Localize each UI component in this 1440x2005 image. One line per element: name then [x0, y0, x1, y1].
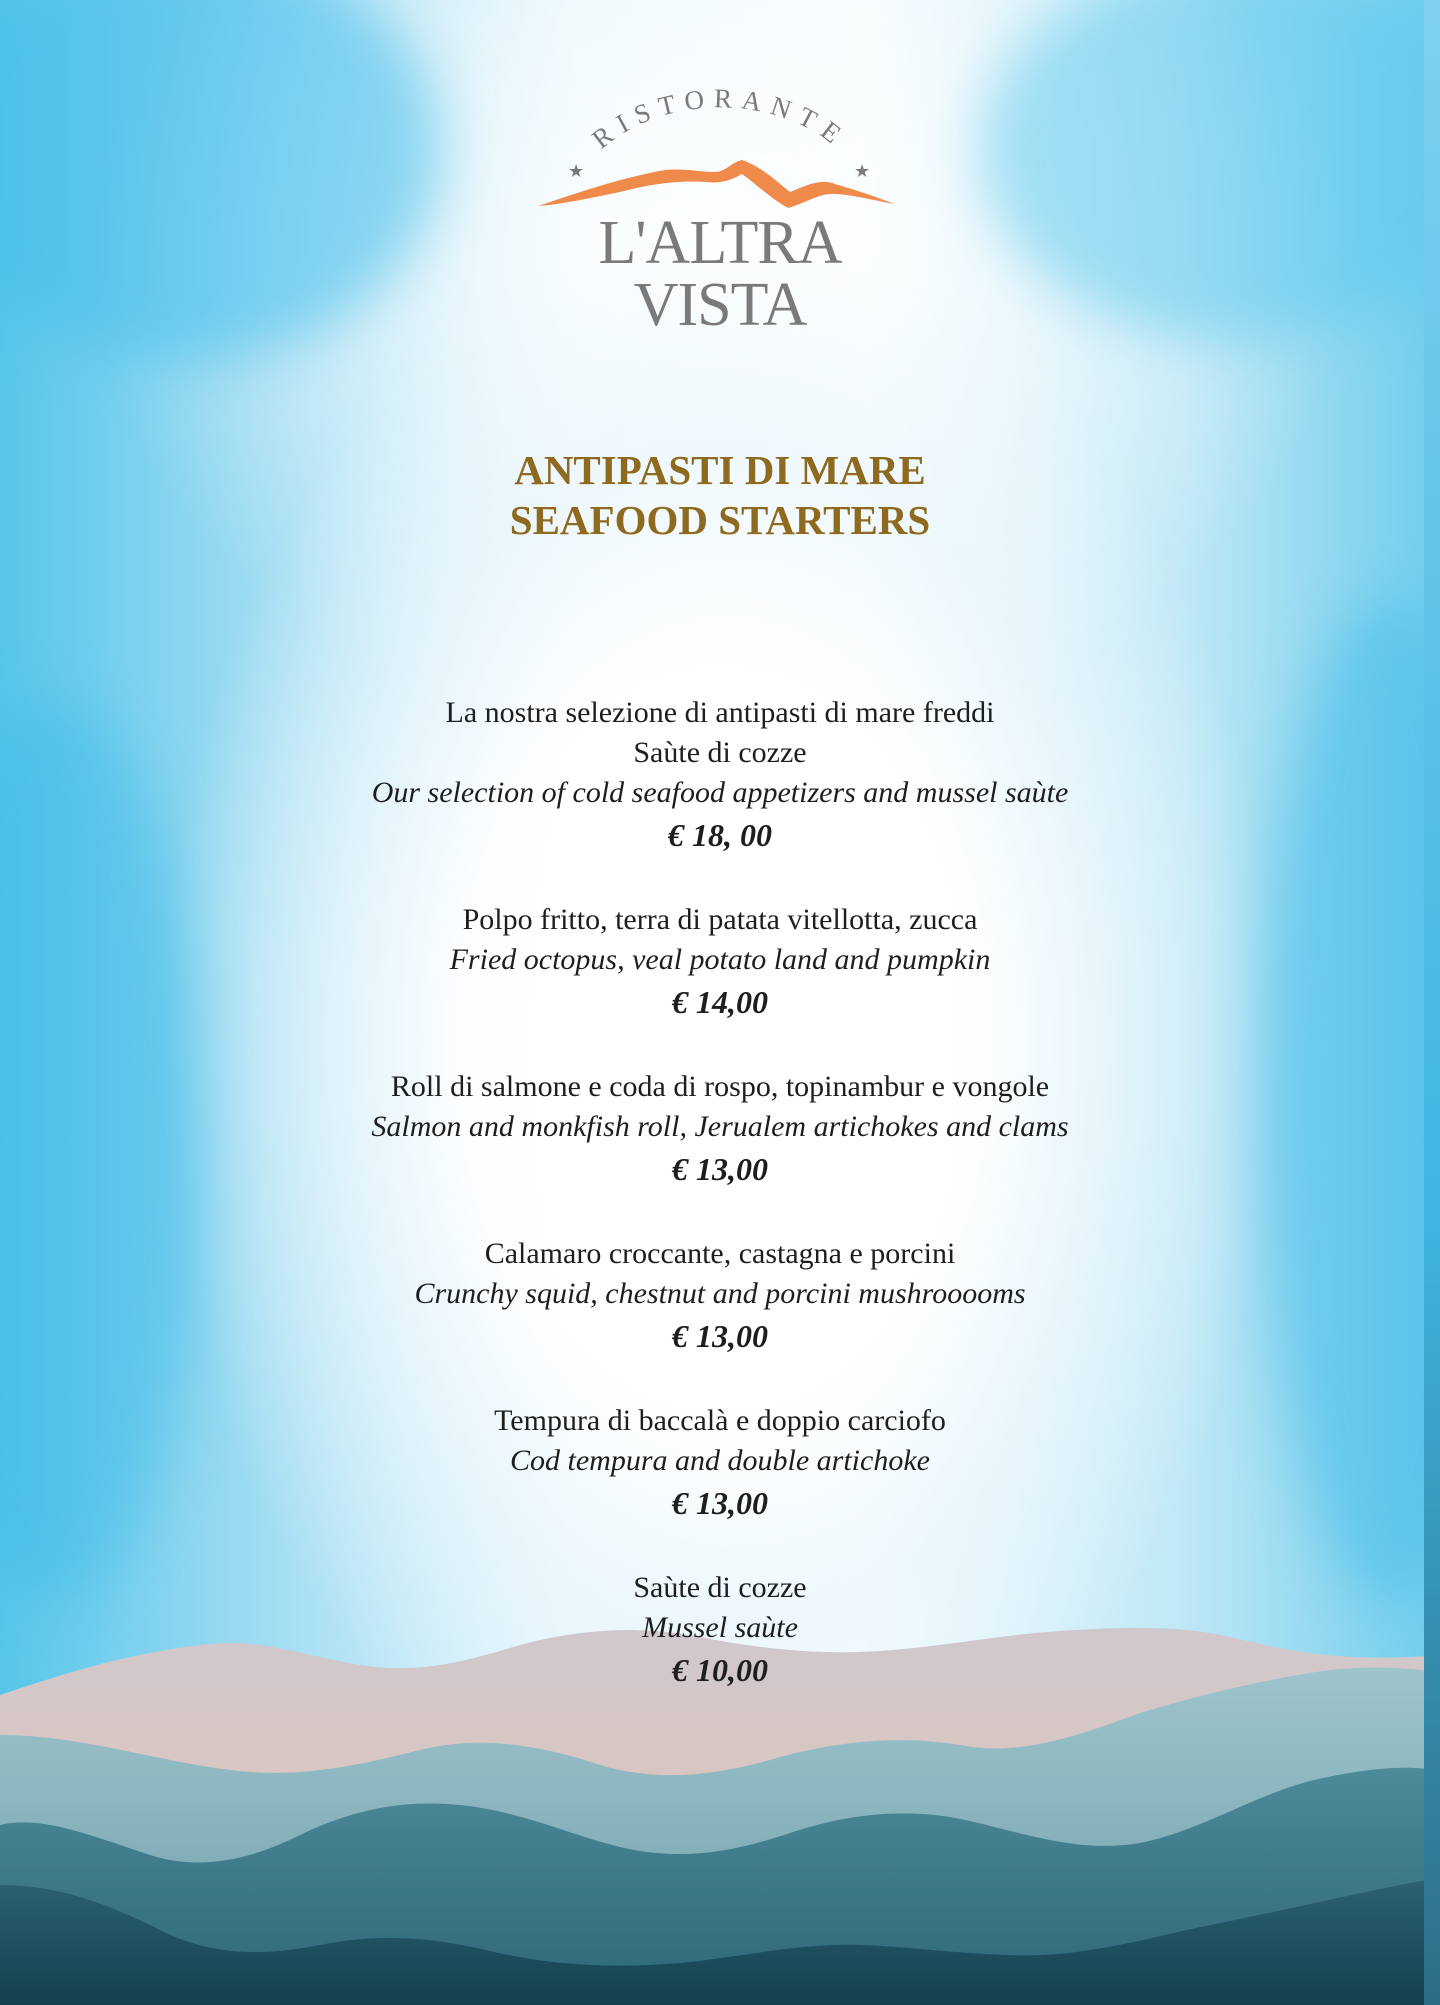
- menu-item: [270, 693, 1170, 857]
- star-icon: ★: [854, 161, 871, 182]
- dish-name: La nostra selezione di antipasti di mare freddi: [445, 696, 995, 729]
- dish-description-english: Crunchy squid, chestnut and porcini mushrooooms: [414, 1277, 1026, 1310]
- page-edge: [1424, 0, 1440, 2005]
- menu-list: [270, 693, 1170, 1735]
- menu-item: [270, 1234, 1170, 1358]
- dish-price: € 13,00: [672, 1485, 768, 1521]
- dish-description-english: Cod tempura and double artichoke: [510, 1444, 930, 1477]
- dish-price: € 14,00: [672, 984, 768, 1020]
- dish-description-english: Salmon and monkfish roll, Jerualem artichokes and clams: [371, 1110, 1069, 1143]
- mountain-logo-icon: [538, 160, 894, 208]
- dish-description-english: Mussel saùte: [642, 1611, 798, 1644]
- menu-item: [270, 1067, 1170, 1191]
- dish-name: Polpo fritto, terra di patata vitellotta, zucca: [462, 903, 978, 936]
- dish-description-english: Our selection of cold seafood appetizers and mussel saùte: [371, 776, 1069, 809]
- star-icon: ★: [568, 161, 585, 182]
- dish-price: € 18, 00: [668, 817, 772, 853]
- logo-emblem: [520, 80, 920, 210]
- section-title-italian: ANTIPASTI DI MARE: [514, 447, 926, 493]
- restaurant-logo: [520, 80, 920, 339]
- dish-price: € 13,00: [672, 1318, 768, 1354]
- dish-price: € 13,00: [672, 1151, 768, 1187]
- sky-blot: [1260, 600, 1440, 1600]
- sky-blot: [0, 0, 440, 360]
- sky-blot: [980, 0, 1440, 340]
- sky-blot: [0, 700, 200, 1600]
- dish-name: Calamaro croccante, castagna e porcini: [484, 1237, 956, 1270]
- logo-name: L'ALTRA VISTA: [598, 209, 842, 339]
- menu-item: [270, 900, 1170, 1024]
- dish-name: Saùte di cozze: [633, 736, 807, 769]
- menu-item: [270, 1568, 1170, 1692]
- dish-name: Tempura di baccalà e doppio carciofo: [494, 1404, 946, 1437]
- dish-price: € 10,00: [672, 1652, 768, 1688]
- section-title-english: SEAFOOD STARTERS: [509, 497, 931, 543]
- logo-arc-text: RISTORANTE: [586, 83, 854, 155]
- dish-name: Roll di salmone e coda di rospo, topinambur e vongole: [390, 1070, 1050, 1103]
- dish-name: Saùte di cozze: [633, 1571, 807, 1604]
- menu-item: [270, 1401, 1170, 1525]
- dish-description-english: Fried octopus, veal potato land and pumpkin: [449, 943, 991, 976]
